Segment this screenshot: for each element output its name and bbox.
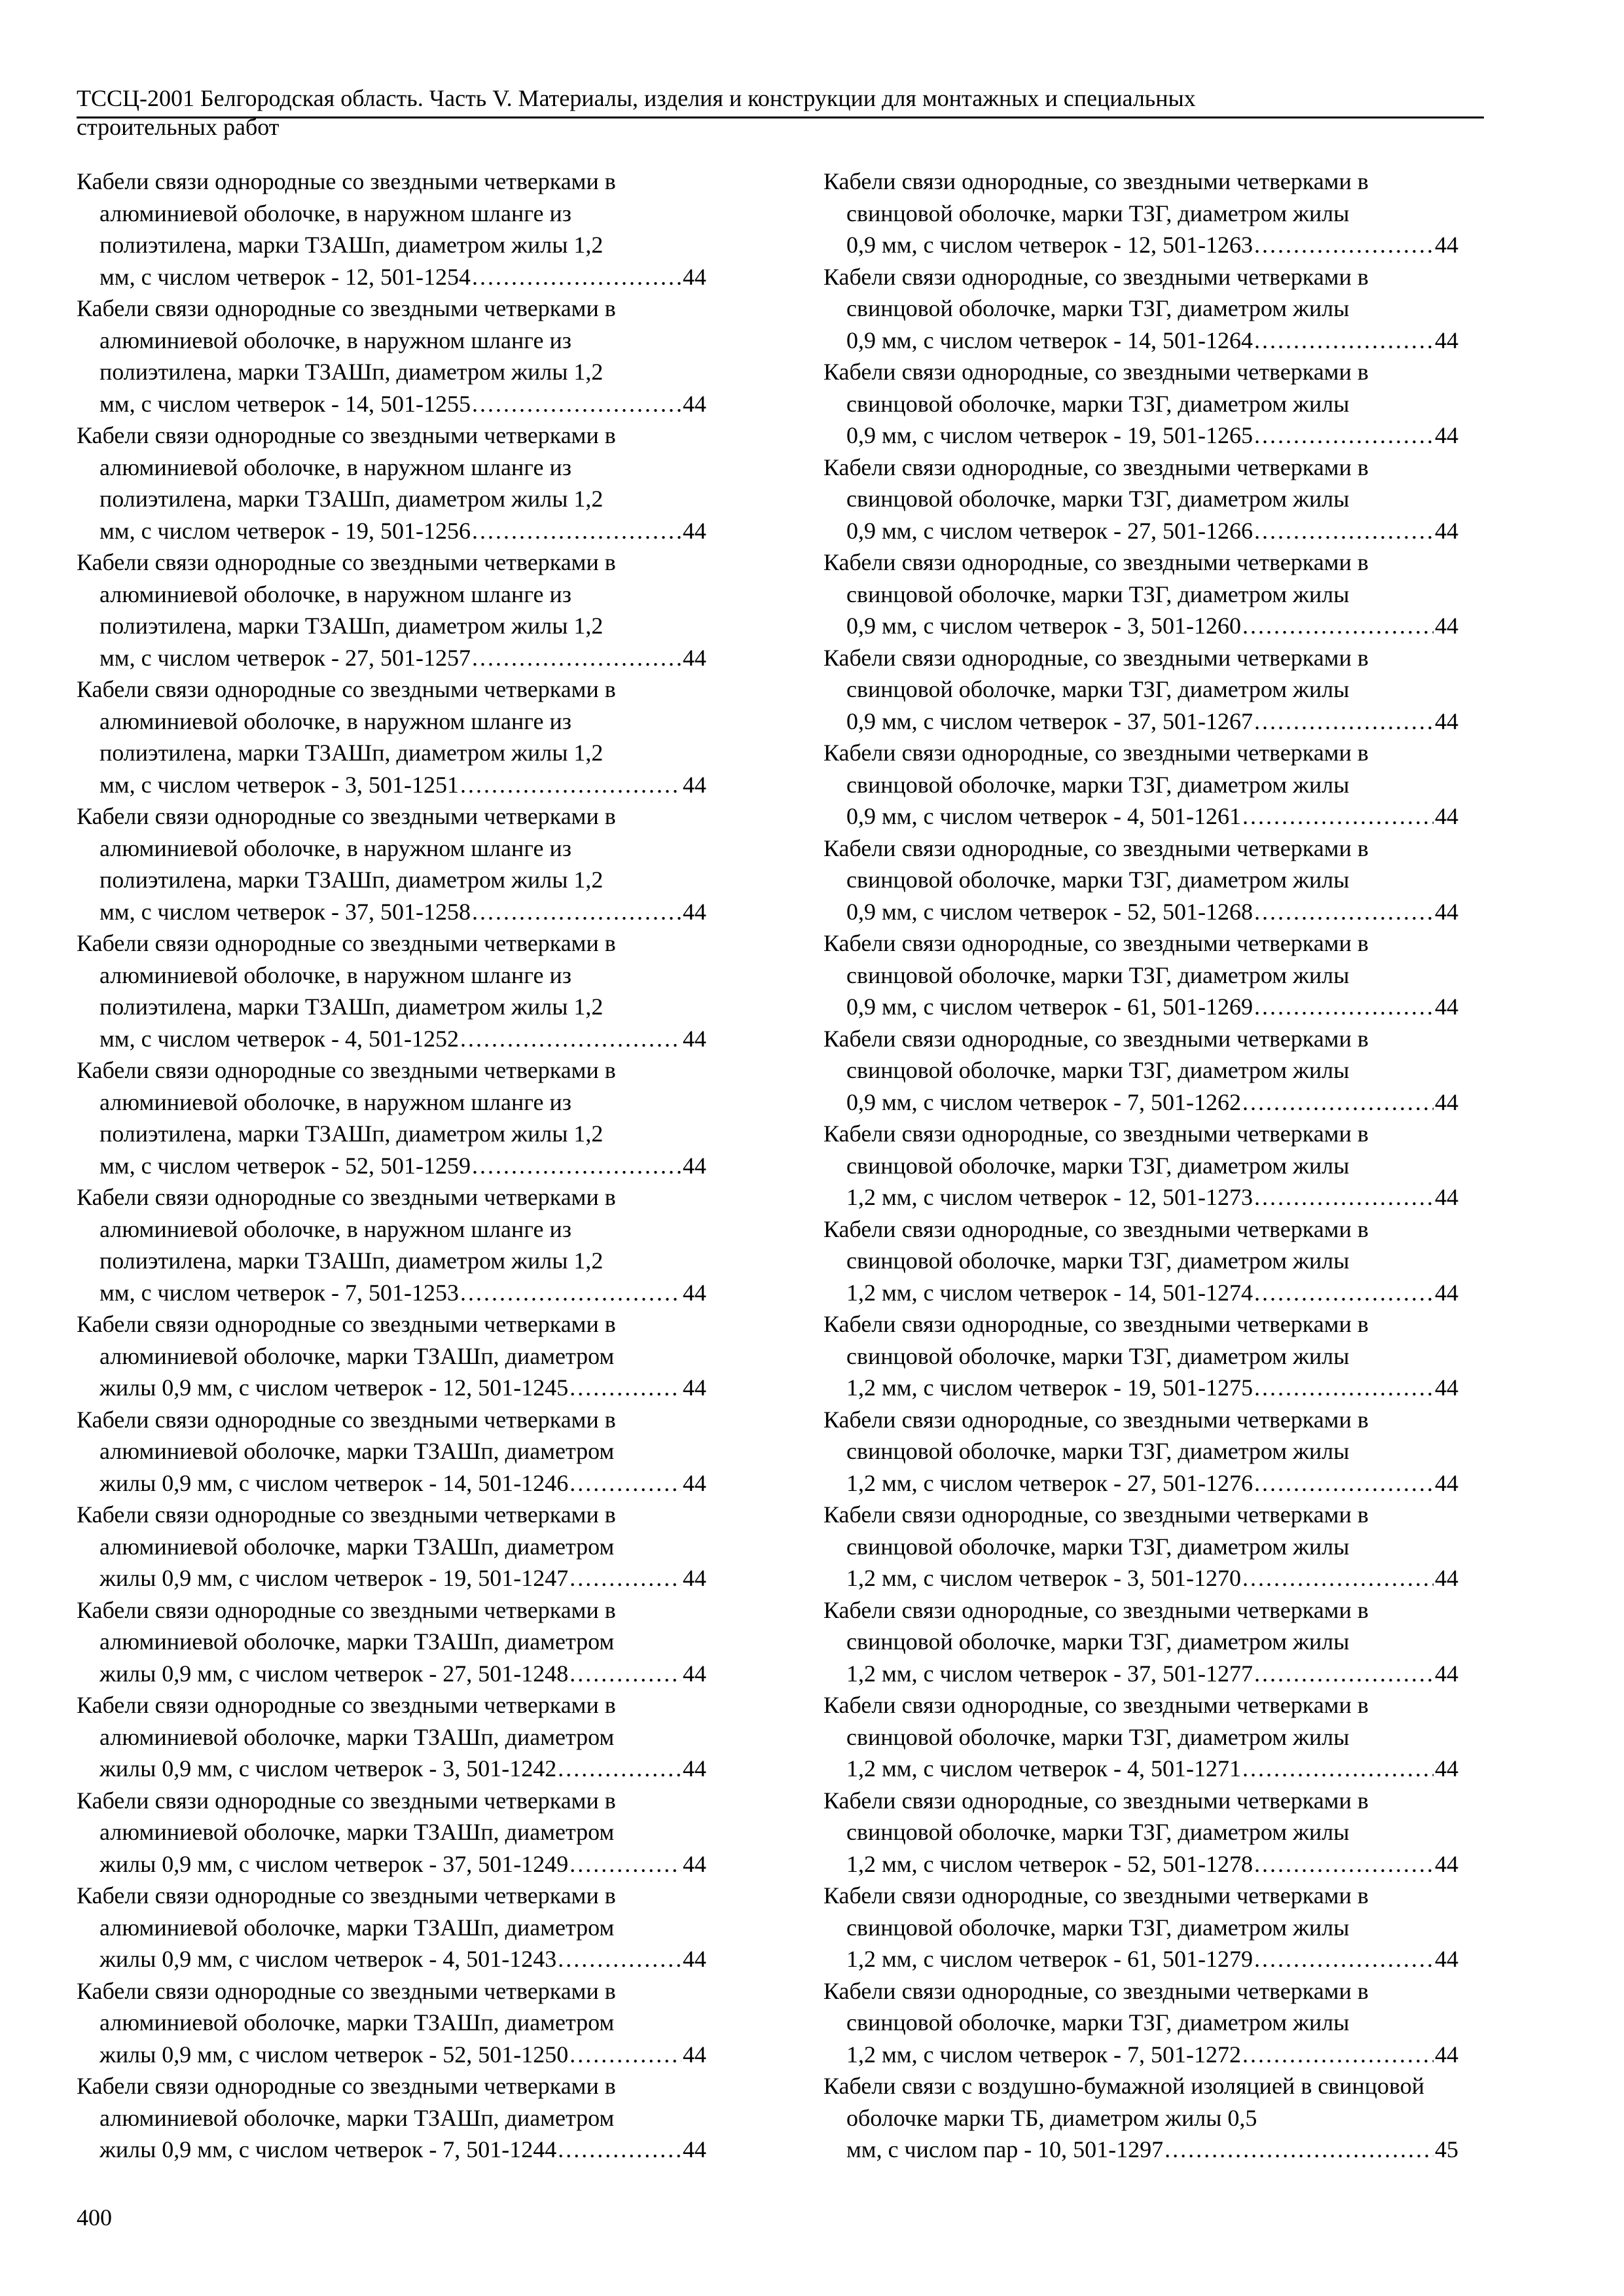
entry-text: Кабели связи однородные со звездными четверками в алюминиевой оболочке, в наружном шланге из полиэтилена, марки ТЗАШп, диаметром жилы 1,2 [77, 549, 616, 639]
entry-page-number: 44 [1435, 613, 1458, 639]
entry-text: Кабели связи однородные, со звездными четверками в свинцовой оболочке, марки ТЗГ, диаметром жилы [823, 1882, 1369, 1941]
entry-text: Кабели связи однородные со звездными четверками в алюминиевой оболочке, марки ТЗАШп, диаметром [77, 1406, 616, 1464]
entry-last-line [99, 1848, 706, 1880]
entry-text: Кабели связи однородные, со звездными четверками в свинцовой оболочке, марки ТЗГ, диаметром жилы [823, 1501, 1369, 1560]
entry-code: 1,2 мм, с числом четверок - 52, 501-1278 [846, 1850, 1253, 1877]
entry-last-line [846, 1658, 1458, 1690]
entry-text: Кабели связи однородные со звездными четверками в алюминиевой оболочке, марки ТЗАШп, диаметром [77, 2073, 616, 2131]
index-entry [77, 1975, 706, 2071]
entry-last-line [99, 1372, 706, 1404]
dot-leader [472, 388, 681, 420]
dot-leader [1254, 1658, 1434, 1690]
dot-leader [1254, 706, 1434, 738]
entry-text: Кабели связи однородные, со звездными четверками в свинцовой оболочке, марки ТЗГ, диаметром жилы [823, 359, 1369, 417]
index-entry [823, 1404, 1458, 1499]
index-entry [823, 1499, 1458, 1594]
dot-leader [1254, 1848, 1434, 1880]
entry-text: Кабели связи однородные со звездными четверками в алюминиевой оболочке, марки ТЗАШп, диаметром [77, 1882, 616, 1941]
entry-code: жилы 0,9 мм, с числом четверок - 52, 501-1250 [99, 2041, 569, 2068]
index-entry [77, 927, 706, 1054]
running-header [77, 84, 1392, 141]
entry-last-line [99, 1023, 706, 1055]
index-entry [77, 1181, 706, 1308]
entry-code: мм, с числом четверок - 14, 501-1255 [99, 390, 471, 417]
dot-leader [569, 1562, 681, 1594]
entry-code: 1,2 мм, с числом четверок - 12, 501-1273 [846, 1184, 1253, 1210]
index-entry [823, 833, 1458, 928]
entry-code: жилы 0,9 мм, с числом четверок - 3, 501-1242 [99, 1755, 557, 1782]
entry-page-number: 44 [1435, 1660, 1458, 1687]
index-entry [823, 1213, 1458, 1309]
entry-text: Кабели связи однородные со звездными четверками в алюминиевой оболочке, марки ТЗАШп, диаметром [77, 1787, 616, 1845]
entry-code: 0,9 мм, с числом четверок - 19, 501-1265 [846, 422, 1253, 448]
entry-last-line [846, 1848, 1458, 1880]
dot-leader [569, 1658, 681, 1690]
dot-leader [460, 769, 681, 801]
entry-code: 0,9 мм, с числом четверок - 7, 501-1262 [846, 1088, 1241, 1115]
entry-last-line [99, 642, 706, 674]
entry-code: 1,2 мм, с числом четверок - 7, 501-1272 [846, 2041, 1241, 2068]
dot-leader [472, 261, 681, 293]
index-entry [77, 2070, 706, 2166]
entry-code: 1,2 мм, с числом четверок - 19, 501-1275 [846, 1374, 1253, 1401]
entry-page-number: 44 [1435, 994, 1458, 1020]
entry-last-line [99, 1277, 706, 1309]
entry-text: Кабели связи однородные со звездными четверками в алюминиевой оболочке, марки ТЗАШп, диаметром [77, 1311, 616, 1369]
dot-leader [1254, 515, 1434, 547]
index-entry [823, 1118, 1458, 1213]
entry-last-line [846, 896, 1458, 928]
dot-leader [558, 1943, 681, 1975]
dot-leader [569, 2039, 681, 2071]
entry-page-number: 44 [1435, 327, 1458, 353]
dot-leader [1254, 325, 1434, 357]
entry-page-number: 44 [1435, 422, 1458, 448]
entry-text: Кабели связи однородные со звездными четверками в алюминиевой оболочке, марки ТЗАШп, диаметром [77, 1692, 616, 1750]
index-entry [77, 1785, 706, 1880]
entry-code: 0,9 мм, с числом четверок - 4, 501-1261 [846, 803, 1241, 829]
dot-leader [1242, 1562, 1434, 1594]
index-entry [77, 1880, 706, 1975]
index-entry [823, 356, 1458, 452]
entry-last-line [846, 2134, 1458, 2166]
entry-page-number: 44 [683, 2136, 706, 2162]
entry-text: Кабели связи однородные со звездными четверками в алюминиевой оболочке, в наружном шланге из полиэтилена, марки ТЗАШп, диаметром жилы 1,2 [77, 1057, 616, 1147]
entry-page-number: 44 [1435, 1850, 1458, 1877]
index-entry [77, 1054, 706, 1181]
entry-page-number: 44 [683, 1755, 706, 1782]
entry-page-number: 44 [683, 771, 706, 798]
entry-code: жилы 0,9 мм, с числом четверок - 14, 501-1246 [99, 1469, 569, 1496]
entry-page-number: 44 [683, 1025, 706, 1052]
index-entry [77, 673, 706, 800]
dot-leader [1242, 1086, 1434, 1119]
dot-leader [472, 642, 681, 674]
index-entry [823, 1880, 1458, 1975]
entry-text: Кабели связи однородные со звездными четверками в алюминиевой оболочке, в наружном шланге из полиэтилена, марки ТЗАШп, диаметром жилы 1,2 [77, 930, 616, 1020]
entry-last-line [99, 1658, 706, 1690]
entry-text: Кабели связи однородные, со звездными четверками в свинцовой оболочке, марки ТЗГ, диаметром жилы [823, 1025, 1369, 1083]
entry-text: Кабели связи однородные, со звездными четверками в свинцовой оболочке, марки ТЗГ, диаметром жилы [823, 1215, 1369, 1274]
header-line-1: ТССЦ-2001 Белгородская область. Часть V. Материалы, изделия и конструкции для монтажных и специальных [77, 85, 1196, 111]
dot-leader [1242, 610, 1434, 642]
entry-text: Кабели связи однородные, со звездными четверками в свинцовой оболочке, марки ТЗГ, диаметром жилы [823, 1787, 1369, 1845]
entry-page-number: 44 [683, 1374, 706, 1401]
entry-text: Кабели связи однородные, со звездными четверками в свинцовой оболочке, марки ТЗГ, диаметром жилы [823, 1692, 1369, 1750]
entry-last-line [99, 1753, 706, 1785]
dot-leader [1164, 2134, 1434, 2166]
entry-text: Кабели связи однородные, со звездными четверками в свинцовой оболочке, марки ТЗГ, диаметром жилы [823, 834, 1369, 893]
entry-last-line [99, 1562, 706, 1594]
entry-last-line [846, 515, 1458, 547]
entry-code: мм, с числом пар - 10, 501-1297 [846, 2136, 1164, 2162]
entry-code: мм, с числом четверок - 19, 501-1256 [99, 517, 471, 544]
entry-code: 0,9 мм, с числом четверок - 61, 501-1269 [846, 994, 1253, 1020]
index-entry [77, 800, 706, 927]
dot-leader [569, 1372, 681, 1404]
entry-page-number: 44 [1435, 1279, 1458, 1306]
entry-page-number: 44 [683, 1469, 706, 1496]
entry-code: жилы 0,9 мм, с числом четверок - 27, 501-1248 [99, 1660, 569, 1687]
entry-text: Кабели связи с воздушно-бумажной изоляцией в свинцовой оболочке марки ТБ, диаметром жилы 0,5 [823, 2073, 1424, 2131]
entry-page-number: 44 [683, 1946, 706, 1972]
entry-last-line [99, 515, 706, 547]
entry-page-number: 44 [1435, 1946, 1458, 1972]
dot-leader [1254, 1467, 1434, 1499]
entry-page-number: 45 [1435, 2136, 1458, 2162]
entry-last-line [846, 1181, 1458, 1213]
dot-leader [1254, 229, 1434, 261]
index-entry [77, 1404, 706, 1499]
entry-text: Кабели связи однородные со звездными четверками в алюминиевой оболочке, в наружном шланге из полиэтилена, марки ТЗАШп, диаметром жилы 1,2 [77, 803, 616, 893]
entry-text: Кабели связи однородные со звездными четверками в алюминиевой оболочке, в наружном шланге из полиэтилена, марки ТЗАШп, диаметром жилы 1,2 [77, 422, 616, 512]
entry-code: жилы 0,9 мм, с числом четверок - 37, 501-1249 [99, 1850, 569, 1877]
entry-page-number: 44 [683, 1152, 706, 1179]
entry-code: 1,2 мм, с числом четверок - 3, 501-1270 [846, 1565, 1241, 1591]
index-entry [823, 737, 1458, 833]
entry-page-number: 44 [1435, 1755, 1458, 1782]
entry-text: Кабели связи однородные, со звездными четверками в свинцовой оболочке, марки ТЗГ, диаметром жилы [823, 930, 1369, 988]
entry-code: 1,2 мм, с числом четверок - 27, 501-1276 [846, 1469, 1253, 1496]
entry-text: Кабели связи однородные, со звездными четверками в свинцовой оболочке, марки ТЗГ, диаметром жилы [823, 168, 1369, 226]
entry-text: Кабели связи однородные со звездными четверками в алюминиевой оболочке, марки ТЗАШп, диаметром [77, 1596, 616, 1655]
index-entry [823, 452, 1458, 547]
entry-code: мм, с числом четверок - 37, 501-1258 [99, 898, 471, 925]
entry-code: мм, с числом четверок - 4, 501-1252 [99, 1025, 459, 1052]
index-entry [77, 420, 706, 547]
entry-last-line [99, 1943, 706, 1975]
entry-page-number: 44 [683, 2041, 706, 2068]
dot-leader [1254, 896, 1434, 928]
entry-text: Кабели связи однородные со звездными четверками в алюминиевой оболочке, марки ТЗАШп, диаметром [77, 1977, 616, 2036]
index-entry [77, 293, 706, 420]
entry-last-line [99, 769, 706, 801]
entry-code: мм, с числом четверок - 3, 501-1251 [99, 771, 459, 798]
page-number: 400 [77, 2204, 112, 2231]
entry-page-number: 44 [1435, 708, 1458, 734]
entry-page-number: 44 [683, 517, 706, 544]
index-entry [823, 1308, 1458, 1404]
entry-last-line [99, 1150, 706, 1182]
entry-page-number: 44 [1435, 1565, 1458, 1591]
index-entry [77, 1689, 706, 1785]
entry-last-line [99, 2134, 706, 2166]
dot-leader [569, 1467, 681, 1499]
dot-leader [558, 1753, 681, 1785]
entry-page-number: 44 [683, 390, 706, 417]
entry-page-number: 44 [683, 263, 706, 290]
dot-leader [460, 1277, 681, 1309]
entry-last-line [99, 261, 706, 293]
entry-text: Кабели связи однородные, со звездными четверками в свинцовой оболочке, марки ТЗГ, диаметром жилы [823, 644, 1369, 702]
entry-page-number: 44 [1435, 1374, 1458, 1401]
entry-code: жилы 0,9 мм, с числом четверок - 12, 501-1245 [99, 1374, 569, 1401]
entry-code: 0,9 мм, с числом четверок - 12, 501-1263 [846, 232, 1253, 258]
entry-code: 1,2 мм, с числом четверок - 4, 501-1271 [846, 1755, 1241, 1782]
entry-code: 0,9 мм, с числом четверок - 14, 501-1264 [846, 327, 1253, 353]
dot-leader [558, 2134, 681, 2166]
entry-page-number: 44 [1435, 1088, 1458, 1115]
entry-last-line [846, 1086, 1458, 1119]
index-entry [823, 1689, 1458, 1785]
entry-code: 0,9 мм, с числом четверок - 52, 501-1268 [846, 898, 1253, 925]
entry-last-line [846, 420, 1458, 452]
entry-text: Кабели связи однородные, со звездными четверками в свинцовой оболочке, марки ТЗГ, диаметром жилы [823, 1406, 1369, 1464]
entry-last-line [99, 1467, 706, 1499]
entry-code: 1,2 мм, с числом четверок - 61, 501-1279 [846, 1946, 1253, 1972]
dot-leader [1242, 2039, 1434, 2071]
index-entry [77, 547, 706, 673]
entry-last-line [99, 2039, 706, 2071]
dot-leader [1254, 420, 1434, 452]
entry-page-number: 44 [683, 1850, 706, 1877]
entry-code: 0,9 мм, с числом четверок - 37, 501-1267 [846, 708, 1253, 734]
entry-code: мм, с числом четверок - 52, 501-1259 [99, 1152, 471, 1179]
index-entry [823, 927, 1458, 1023]
index-entry [823, 547, 1458, 642]
entry-last-line [846, 1467, 1458, 1499]
entry-last-line [846, 1562, 1458, 1594]
index-entry [77, 1308, 706, 1404]
entry-text: Кабели связи однородные со звездными четверками в алюминиевой оболочке, в наружном шланге из полиэтилена, марки ТЗАШп, диаметром жилы 1,2 [77, 1184, 616, 1274]
entry-last-line [846, 1372, 1458, 1404]
entry-code: 0,9 мм, с числом четверок - 27, 501-1266 [846, 517, 1253, 544]
entry-page-number: 44 [1435, 898, 1458, 925]
entry-text: Кабели связи однородные, со звездными четверками в свинцовой оболочке, марки ТЗГ, диаметром жилы [823, 1121, 1369, 1179]
dot-leader [1254, 1372, 1434, 1404]
entry-page-number: 44 [1435, 803, 1458, 829]
dot-leader [1242, 800, 1434, 833]
entry-last-line [846, 800, 1458, 833]
entry-last-line [846, 991, 1458, 1023]
index-column-right [823, 166, 1458, 2166]
entry-code: 0,9 мм, с числом четверок - 3, 501-1260 [846, 613, 1241, 639]
entry-text: Кабели связи однородные, со звездными четверками в свинцовой оболочке, марки ТЗГ, диаметром жилы [823, 1311, 1369, 1369]
entry-last-line [846, 1277, 1458, 1309]
entry-last-line [846, 610, 1458, 642]
entry-text: Кабели связи однородные со звездными четверками в алюминиевой оболочке, в наружном шланге из полиэтилена, марки ТЗАШп, диаметром жилы 1,2 [77, 295, 616, 385]
header-line-2: строительных работ [77, 114, 280, 140]
entry-page-number: 44 [683, 1565, 706, 1591]
dot-leader [472, 1150, 681, 1182]
entry-text: Кабели связи однородные, со звездными четверками в свинцовой оболочке, марки ТЗГ, диаметром жилы [823, 263, 1369, 321]
entry-code: жилы 0,9 мм, с числом четверок - 4, 501-1243 [99, 1946, 557, 1972]
entry-page-number: 44 [683, 644, 706, 671]
entry-code: 1,2 мм, с числом четверок - 37, 501-1277 [846, 1660, 1253, 1687]
entry-page-number: 44 [1435, 1469, 1458, 1496]
entry-page-number: 44 [1435, 232, 1458, 258]
entry-code: жилы 0,9 мм, с числом четверок - 7, 501-1244 [99, 2136, 557, 2162]
entry-text: Кабели связи однородные, со звездными четверками в свинцовой оболочке, марки ТЗГ, диаметром жилы [823, 454, 1369, 512]
entry-text: Кабели связи однородные со звездными четверками в алюминиевой оболочке, в наружном шланге из полиэтилена, марки ТЗАШп, диаметром жилы 1,2 [77, 676, 616, 766]
dot-leader [1254, 1181, 1434, 1213]
dot-leader [1254, 991, 1434, 1023]
index-entry [823, 261, 1458, 357]
entry-text: Кабели связи однородные со звездными четверками в алюминиевой оболочке, марки ТЗАШп, диаметром [77, 1501, 616, 1560]
dot-leader [1242, 1753, 1434, 1785]
index-column-left [77, 166, 706, 2166]
entry-text: Кабели связи однородные со звездными четверками в алюминиевой оболочке, в наружном шланге из полиэтилена, марки ТЗАШп, диаметром жилы 1,2 [77, 168, 616, 258]
index-entry [77, 1499, 706, 1594]
entry-page-number: 44 [1435, 1184, 1458, 1210]
entry-last-line [99, 896, 706, 928]
index-entry [823, 1975, 1458, 2071]
index-entry [823, 642, 1458, 738]
index-entry [823, 1023, 1458, 1119]
entry-text: Кабели связи однородные, со звездными четверками в свинцовой оболочке, марки ТЗГ, диаметром жилы [823, 1596, 1369, 1655]
dot-leader [569, 1848, 681, 1880]
index-entry [77, 1594, 706, 1690]
entry-page-number: 44 [683, 1660, 706, 1687]
entry-text: Кабели связи однородные, со звездными четверками в свинцовой оболочке, марки ТЗГ, диаметром жилы [823, 740, 1369, 798]
entry-last-line [99, 388, 706, 420]
index-entry [823, 1594, 1458, 1690]
entry-page-number: 44 [1435, 2041, 1458, 2068]
entry-code: мм, с числом четверок - 7, 501-1253 [99, 1279, 459, 1306]
dot-leader [1254, 1943, 1434, 1975]
index-entry [823, 166, 1458, 261]
header-rule [77, 117, 1484, 118]
entry-text: Кабели связи однородные, со звездными четверками в свинцовой оболочке, марки ТЗГ, диаметром жилы [823, 549, 1369, 607]
entry-last-line [846, 2039, 1458, 2071]
entry-page-number: 44 [1435, 517, 1458, 544]
entry-last-line [846, 706, 1458, 738]
dot-leader [1254, 1277, 1434, 1309]
entry-page-number: 44 [683, 898, 706, 925]
dot-leader [460, 1023, 681, 1055]
entry-last-line [846, 1943, 1458, 1975]
entry-code: жилы 0,9 мм, с числом четверок - 19, 501-1247 [99, 1565, 569, 1591]
dot-leader [472, 515, 681, 547]
entry-text: Кабели связи однородные, со звездными четверками в свинцовой оболочке, марки ТЗГ, диаметром жилы [823, 1977, 1369, 2036]
entry-last-line [846, 1753, 1458, 1785]
entry-last-line [846, 229, 1458, 261]
index-entry [823, 1785, 1458, 1880]
dot-leader [472, 896, 681, 928]
entry-code: 1,2 мм, с числом четверок - 14, 501-1274 [846, 1279, 1253, 1306]
entry-code: мм, с числом четверок - 12, 501-1254 [99, 263, 471, 290]
index-entry [77, 166, 706, 293]
entry-code: мм, с числом четверок - 27, 501-1257 [99, 644, 471, 671]
entry-page-number: 44 [683, 1279, 706, 1306]
index-entry [823, 2070, 1458, 2166]
entry-last-line [846, 325, 1458, 357]
